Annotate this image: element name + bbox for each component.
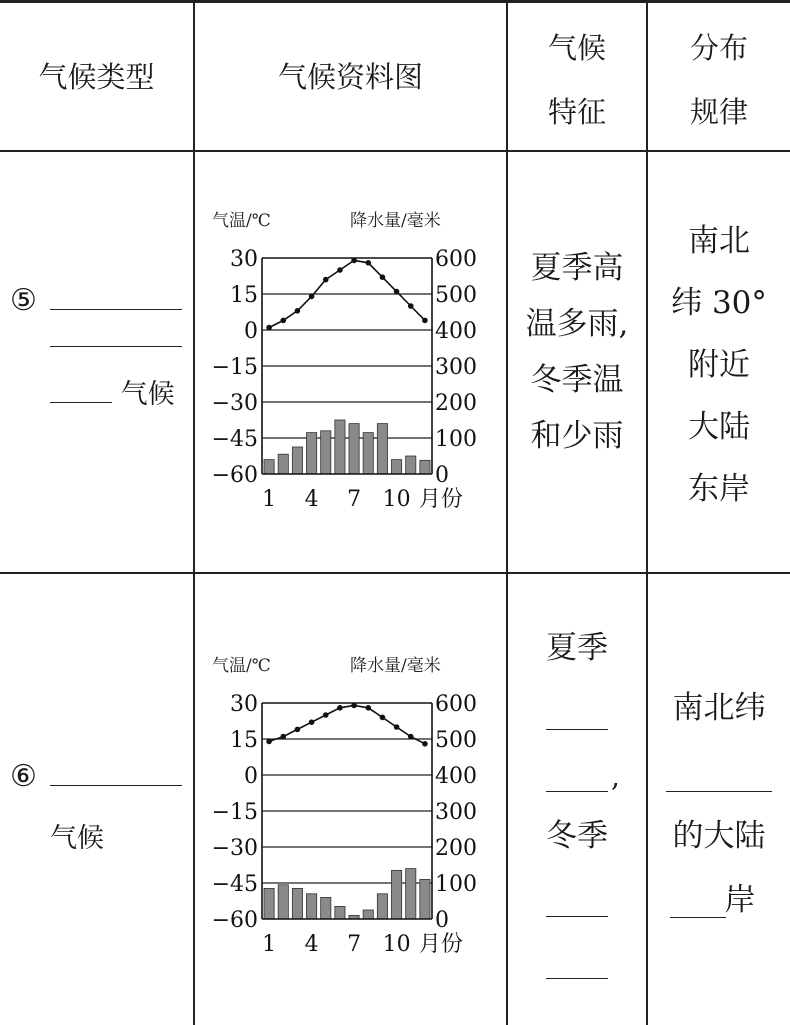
row6-feature-cell [508, 620, 646, 1020]
row6-feature-blank [546, 728, 608, 730]
precipitation-bar [321, 897, 331, 919]
left-tick-label: 0 [244, 764, 258, 789]
row5-dist-line: 南北 [688, 223, 750, 259]
row5-blank-1 [50, 308, 182, 310]
temperature-point [280, 318, 286, 324]
temperature-point [309, 719, 315, 725]
temperature-line [269, 705, 425, 743]
temperature-point [394, 724, 400, 730]
temperature-point [337, 267, 343, 273]
right-tick-label: 200 [435, 391, 477, 416]
header-feature-line1: 气候 [547, 31, 606, 65]
precipitation-bar [292, 888, 302, 919]
precipitation-bar [391, 460, 401, 474]
temperature-point [365, 260, 371, 266]
row6-dist-line: 南北纬 [672, 690, 766, 726]
temperature-point [380, 274, 386, 280]
row6-dist-cell [648, 680, 790, 940]
row6-suffix: 气候 [50, 823, 104, 854]
row5-suffix: 气候 [120, 379, 175, 410]
row5-climate-chart [200, 200, 500, 520]
temperature-point [380, 715, 386, 721]
row5-dist-cell [648, 210, 790, 520]
row6-feature-line: 冬季 [546, 818, 608, 854]
col-divider-1 [193, 0, 195, 1025]
temperature-point [280, 734, 286, 740]
month-tick-label: 10 [382, 487, 411, 512]
precipitation-bar [335, 420, 345, 474]
precipitation-axis-label: 降水量/毫米 [350, 211, 441, 231]
precipitation-bar [335, 906, 345, 919]
month-tick-label: 10 [382, 932, 411, 957]
right-tick-label: 100 [435, 872, 477, 897]
header-dist-line1: 分布 [689, 31, 748, 65]
left-tick-label: 0 [244, 319, 258, 344]
row6-feature-blank [546, 915, 608, 917]
right-tick-label: 0 [435, 908, 449, 933]
row5-blank-3 [50, 401, 112, 403]
month-axis-unit: 月份 [418, 932, 463, 957]
precipitation-bar [306, 433, 316, 474]
precipitation-bar [292, 447, 302, 474]
temperature-point [309, 294, 315, 300]
temperature-point [408, 734, 414, 740]
row5-type-cell [10, 282, 190, 414]
month-tick-label: 4 [304, 932, 319, 957]
precipitation-bar [278, 885, 288, 919]
row-divider [0, 572, 790, 574]
row6-dist-blank [666, 790, 772, 792]
right-tick-label: 400 [435, 319, 477, 344]
temperature-point [295, 308, 301, 314]
left-tick-label: −45 [211, 427, 258, 452]
row6-climate-chart [200, 645, 500, 965]
row6-feature-blank [546, 977, 608, 979]
right-tick-label: 500 [435, 728, 477, 753]
row5-dist-line: 东岸 [688, 471, 750, 507]
precipitation-bar [264, 888, 274, 919]
temperature-axis-label: 气温/℃ [212, 656, 271, 676]
temperature-point [408, 303, 414, 309]
right-tick-label: 300 [435, 800, 477, 825]
row5-dist-line: 大陆 [688, 409, 750, 445]
precipitation-bar [406, 456, 416, 474]
row5-feature-line: 夏季高 [530, 250, 624, 286]
temperature-axis-label: 气温/℃ [212, 211, 271, 231]
header-dist-line2: 规律 [689, 95, 748, 129]
month-tick-label: 7 [347, 932, 362, 957]
left-tick-label: −30 [211, 391, 258, 416]
table-top-border [0, 0, 790, 3]
temperature-point [394, 289, 400, 295]
row5-feature-line: 温多雨, [525, 306, 629, 342]
temperature-point [422, 741, 428, 747]
row5-dist-line: 纬 30° [671, 285, 767, 321]
temperature-point [337, 705, 343, 711]
row6-type-cell [10, 758, 190, 858]
temperature-point [365, 705, 371, 711]
precipitation-bar [406, 869, 416, 919]
precipitation-bar [420, 460, 430, 474]
month-tick-label: 1 [262, 487, 277, 512]
right-tick-label: 400 [435, 764, 477, 789]
precipitation-bar [363, 910, 373, 919]
left-tick-label: 30 [230, 692, 258, 717]
month-tick-label: 4 [304, 487, 319, 512]
right-tick-label: 300 [435, 355, 477, 380]
month-tick-label: 7 [347, 487, 362, 512]
row5-feature-cell [508, 240, 646, 464]
precipitation-axis-label: 降水量/毫米 [350, 656, 441, 676]
right-tick-label: 500 [435, 283, 477, 308]
right-tick-label: 200 [435, 836, 477, 861]
temperature-point [323, 712, 329, 718]
right-tick-label: 0 [435, 463, 449, 488]
temperature-point [266, 739, 272, 745]
header-climate-type: 气候类型 [38, 60, 155, 94]
temperature-point [323, 277, 329, 283]
left-tick-label: −60 [211, 908, 258, 933]
precipitation-bar [377, 894, 387, 919]
precipitation-bar [321, 431, 331, 474]
month-axis-unit: 月份 [418, 487, 463, 512]
row6-feature-comma: , [611, 760, 620, 793]
precipitation-bar [349, 424, 359, 474]
right-tick-label: 600 [435, 247, 477, 272]
row6-feature-line: 夏季 [546, 630, 608, 666]
row6-dist-blank [670, 916, 726, 918]
left-tick-label: −60 [211, 463, 258, 488]
month-tick-label: 1 [262, 932, 277, 957]
row5-number: ⑤ [10, 283, 37, 318]
left-tick-label: −30 [211, 836, 258, 861]
left-tick-label: 15 [230, 283, 258, 308]
right-tick-label: 100 [435, 427, 477, 452]
left-tick-label: −15 [211, 355, 258, 380]
temperature-point [295, 727, 301, 733]
row5-dist-line: 附近 [688, 347, 750, 383]
left-tick-label: −15 [211, 800, 258, 825]
row5-feature-line: 和少雨 [530, 418, 624, 454]
row5-feature-line: 冬季温 [530, 362, 624, 398]
row6-number: ⑥ [10, 759, 37, 794]
row6-dist-line: 岸 [724, 882, 756, 918]
precipitation-bar [264, 460, 274, 474]
precipitation-bar [306, 894, 316, 919]
row6-feature-blank [546, 790, 608, 792]
precipitation-bar [420, 879, 430, 919]
row6-blank-1 [50, 784, 182, 786]
header-bottom-border [0, 150, 790, 152]
precipitation-bar [278, 454, 288, 474]
header-feature-line2: 特征 [547, 95, 606, 129]
precipitation-bar [391, 870, 401, 919]
left-tick-label: −45 [211, 872, 258, 897]
precipitation-bar [363, 433, 373, 474]
row6-dist-line: 的大陆 [672, 818, 766, 854]
header-climate-chart: 气候资料图 [277, 60, 423, 94]
row5-blank-2 [50, 345, 182, 347]
left-tick-label: 15 [230, 728, 258, 753]
precipitation-bar [377, 424, 387, 474]
right-tick-label: 600 [435, 692, 477, 717]
temperature-point [422, 318, 428, 324]
temperature-point [266, 325, 272, 331]
left-tick-label: 30 [230, 247, 258, 272]
